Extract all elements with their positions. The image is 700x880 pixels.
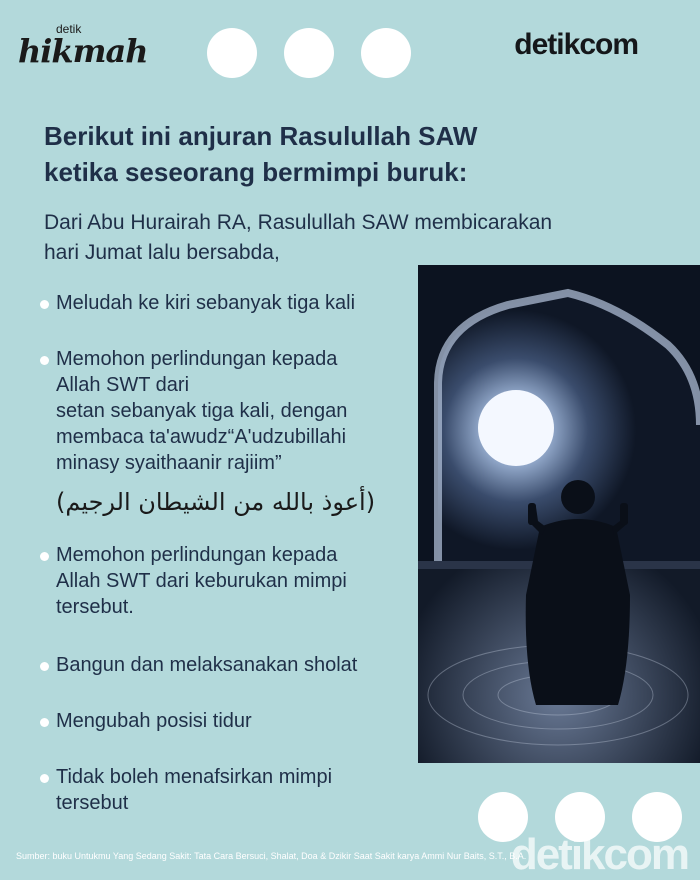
list-item-line: Allah SWT dari keburukan mimpi <box>56 570 347 592</box>
list-item-line: setan sebanyak tiga kali, dengan <box>56 400 348 422</box>
list-item-line: Mengubah posisi tidur <box>56 710 252 732</box>
source-credit <box>16 851 526 861</box>
praying-man-photo <box>418 265 700 763</box>
list-item <box>36 290 416 316</box>
bullet-dot-icon <box>40 300 49 309</box>
list-item-line: Memohon perlindungan kepada <box>56 544 338 566</box>
bullet-dot-icon <box>40 774 49 783</box>
bullet-dot-icon <box>40 718 49 727</box>
intro-line: hari Jumat lalu bersabda, <box>44 241 280 264</box>
source-text: buku Untukmu Yang Sedang Sakit: Tata Cara Bersuci, Shalat, Doa & Dzikir Saat Sakit karya Ammi Nur Baits, S.T., B.A. <box>52 851 527 861</box>
detikhikmah-logo <box>18 22 148 74</box>
logo-detik-small-text: detik <box>56 22 82 36</box>
list-item <box>36 708 416 734</box>
title-line: ketika seseorang bermimpi buruk: <box>44 157 468 187</box>
logo-hikmah-text: hikmah <box>18 32 148 70</box>
bullet-dot-icon <box>40 662 49 671</box>
source-label: Sumber: <box>16 851 51 861</box>
decorative-dot <box>207 28 257 78</box>
list-item-line: membaca ta'awudz“A'udzubillahi <box>56 426 347 448</box>
detikcom-watermark: detikcom <box>510 830 688 879</box>
decorative-dot <box>361 28 411 78</box>
list-item-line: Bangun dan melaksanakan sholat <box>56 654 358 676</box>
decorative-dot <box>284 28 334 78</box>
list-item-line: minasy syaithaanir rajiim” <box>56 452 282 474</box>
title-line: Berikut ini anjuran Rasulullah SAW <box>44 121 478 151</box>
list-item-line: tersebut. <box>56 596 134 618</box>
list-item-line: Meludah ke kiri sebanyak tiga kali <box>56 292 356 314</box>
list-item <box>36 346 416 476</box>
list-item-line: tersebut <box>56 792 129 814</box>
list-item <box>36 764 416 816</box>
bullet-dot-icon <box>40 552 49 561</box>
detikcom-logo-part-b: com <box>579 28 638 61</box>
list-item <box>36 542 416 620</box>
arabic-taawudz: (أعوذ بالله من الشيطان الرجيم) <box>56 488 376 516</box>
intro-line: Dari Abu Hurairah RA, Rasulullah SAW membicarakan <box>44 211 553 234</box>
list-item <box>36 652 416 678</box>
detikcom-logo-part-a: detik <box>514 28 580 61</box>
intro-text <box>44 208 604 268</box>
list-item-line: Tidak boleh menafsirkan mimpi <box>56 766 333 788</box>
page-title <box>44 118 564 190</box>
list-item-line: Allah SWT dari <box>56 374 190 396</box>
list-item-line: Memohon perlindungan kepada <box>56 348 338 370</box>
bullet-dot-icon <box>40 356 49 365</box>
detikcom-logo <box>514 28 638 62</box>
